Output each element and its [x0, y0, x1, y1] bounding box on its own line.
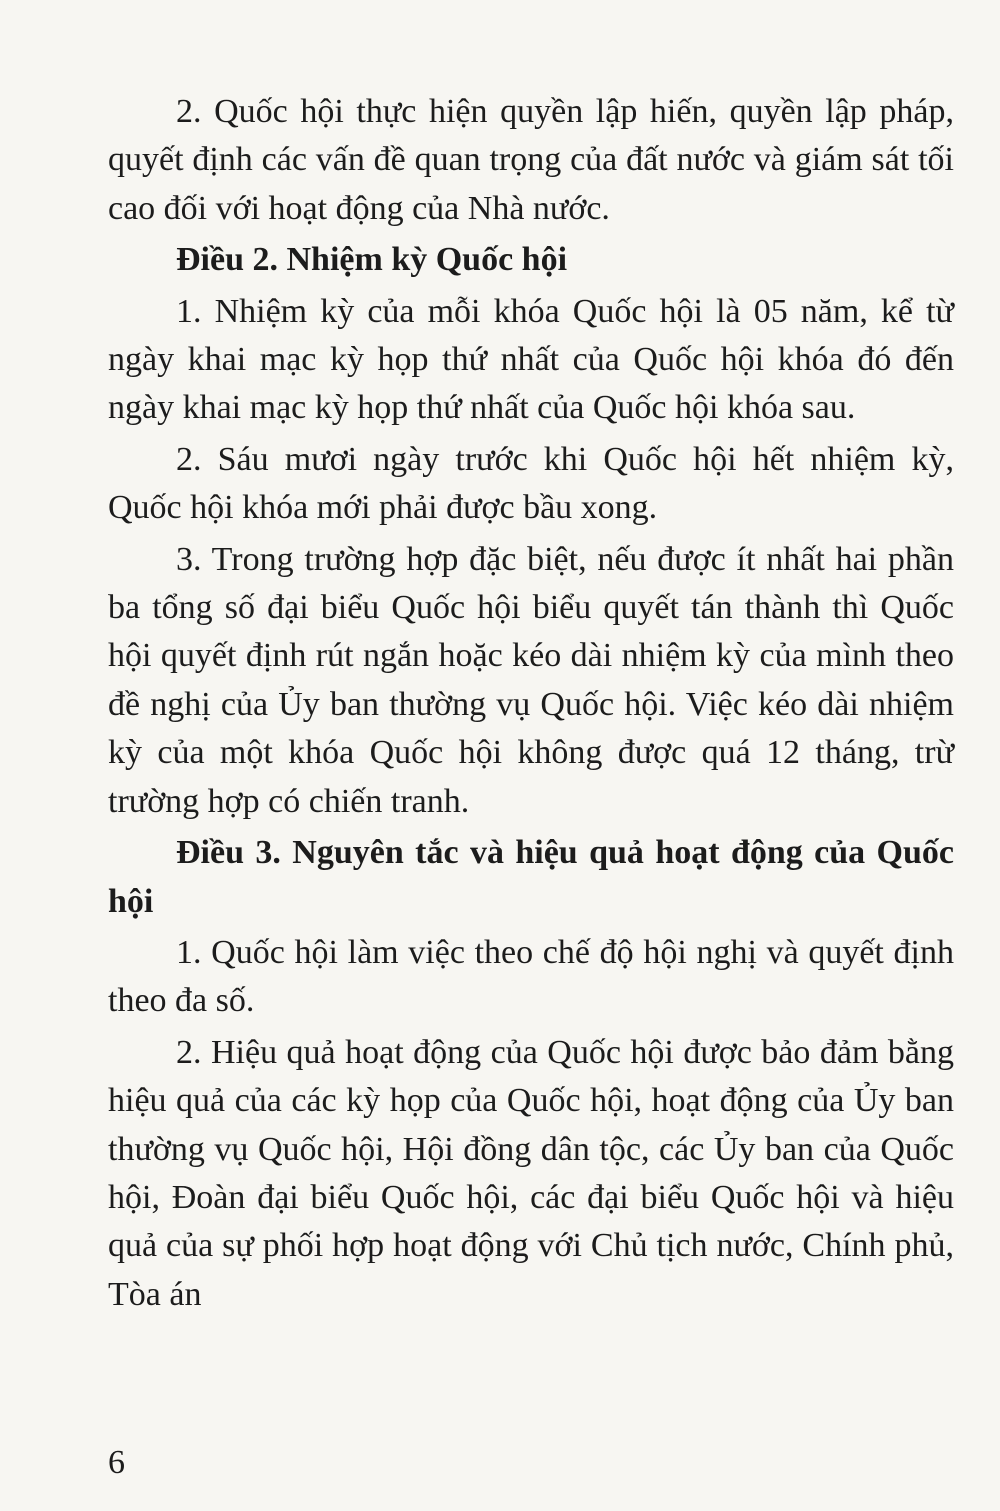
paragraph-art2-clause3: 3. Trong trường hợp đặc biệt, nếu được ít nhất hai phần ba tổng số đại biểu Quốc hội biểu quyết tán thành thì Quốc hội quyết định rút ngắn hoặc kéo dài nhiệm kỳ của mình theo đề nghị của Ủy ban thường vụ Quốc hội. Việc kéo dài nhiệm kỳ của một khóa Quốc hội không được quá 12 tháng, trừ trường hợp có chiến tranh. — [108, 540, 954, 820]
page-body — [108, 88, 954, 1319]
paragraph-art2-clause1: 1. Nhiệm kỳ của mỗi khóa Quốc hội là 05 năm, kể từ ngày khai mạc kỳ họp thứ nhất của Quốc hội khóa đó đến ngày khai mạc kỳ họp thứ nhất của Quốc hội khóa sau. — [108, 292, 954, 427]
paragraph-art1-clause2: 2. Quốc hội thực hiện quyền lập hiến, quyền lập pháp, quyết định các vấn đề quan trọng của đất nước và giám sát tối cao đối với hoạt động của Nhà nước. — [108, 93, 954, 227]
article-3-heading: Điều 3. Nguyên tắc và hiệu quả hoạt động của Quốc hội — [108, 834, 954, 920]
paragraph-art3-clause2: 2. Hiệu quả hoạt động của Quốc hội được bảo đảm bằng hiệu quả của các kỳ họp của Quốc hội, hoạt động của Ủy ban thường vụ Quốc hội, Hội đồng dân tộc, các Ủy ban của Quốc hội, Đoàn đại biểu Quốc hội, các đại biểu Quốc hội và hiệu quả của sự phối hợp hoạt động với Chủ tịch nước, Chính phủ, Tòa án — [108, 1033, 954, 1313]
page-number: 6 — [108, 1444, 125, 1481]
paragraph-art2-clause2: 2. Sáu mươi ngày trước khi Quốc hội hết nhiệm kỳ, Quốc hội khóa mới phải được bầu xong. — [108, 440, 954, 527]
paragraph-art3-clause1: 1. Quốc hội làm việc theo chế độ hội nghị và quyết định theo đa số. — [108, 933, 954, 1020]
article-2-heading: Điều 2. Nhiệm kỳ Quốc hội — [176, 241, 568, 279]
